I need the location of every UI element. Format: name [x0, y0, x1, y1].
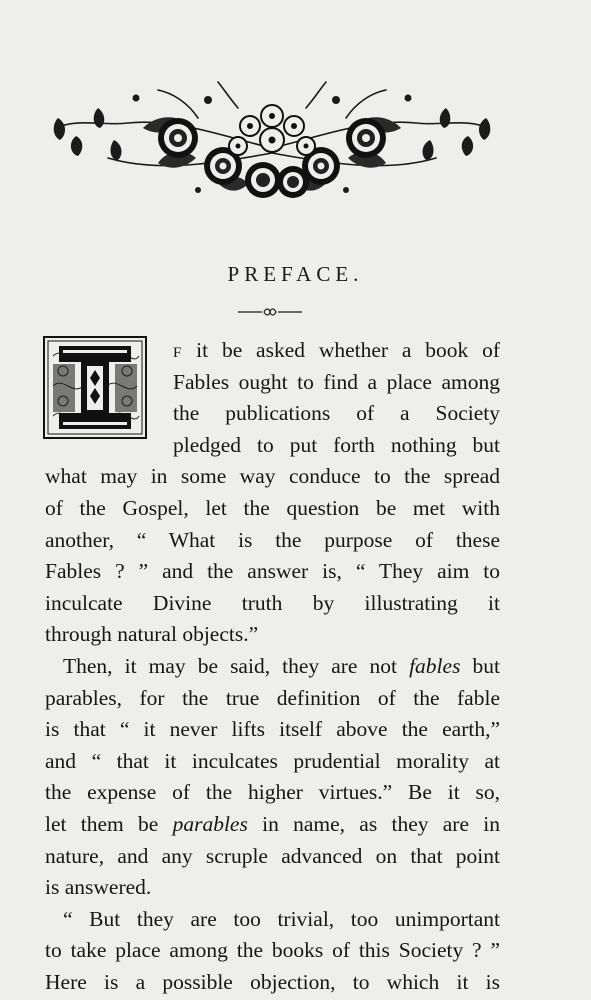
floral-headpiece-ornament: [48, 78, 496, 213]
text-segment: in name, as they are in: [247, 811, 500, 836]
text-segment: it be asked whether a book of: [182, 338, 500, 362]
text-segment: Here is a possible objection, to which it is: [45, 969, 500, 994]
text-segment: F: [173, 345, 183, 361]
text-line: [45, 525, 500, 557]
text-segment: another, “ What is the purpose of these: [45, 527, 500, 552]
text-segment: through natural objects.”: [45, 622, 259, 647]
text-line: [45, 461, 500, 493]
text-segment: but: [460, 653, 500, 678]
text-segment: let them be: [45, 811, 173, 836]
text-line: [45, 872, 500, 904]
text-segment: Then, it may be said, they are not: [63, 653, 410, 678]
text-line: [45, 683, 500, 715]
text-segment: inculcate Divine truth by illustrating it: [45, 590, 500, 615]
text-segment: the publications of a Society: [173, 401, 500, 426]
text-segment: Fables ought to find a place among: [173, 369, 500, 394]
text-line: [45, 588, 500, 620]
text-segment: of the Gospel, let the question be met with: [45, 495, 500, 520]
text-line: [173, 430, 500, 462]
text-segment: is answered.: [45, 875, 152, 900]
text-segment: to take place among the books of this Society ? ”: [45, 938, 500, 963]
italic-word: fables: [409, 653, 461, 678]
text-segment: pledged to put forth nothing but: [173, 432, 500, 457]
text-segment: Fables ? ” and the answer is, “ They aim to: [45, 559, 500, 584]
preface-body-text: [45, 335, 500, 998]
text-line: [173, 398, 500, 430]
text-line: [45, 777, 500, 809]
text-line: [45, 967, 500, 999]
text-line: [45, 841, 500, 873]
title-ornament-rule: [238, 306, 302, 318]
text-line: [45, 714, 500, 746]
text-line: [173, 367, 500, 399]
text-line: [45, 651, 500, 683]
page-title: PREFACE.: [227, 262, 364, 286]
text-segment: and “ that it inculcates prudential morality at: [45, 748, 500, 773]
text-line: [45, 746, 500, 778]
text-segment: what may in some way conduce to the spread: [45, 464, 500, 489]
text-line: [45, 809, 500, 841]
text-line: [45, 556, 500, 588]
italic-word: parables: [172, 811, 248, 836]
text-segment: is that “ it never lifts itself above the earth,”: [45, 717, 500, 742]
text-line: [45, 935, 500, 967]
text-line: [45, 904, 500, 936]
text-line: [173, 335, 500, 367]
text-segment: “ But they are too trivial, too unimportant: [63, 906, 500, 931]
text-line: [45, 493, 500, 525]
text-segment: parables, for the true definition of the fable: [45, 685, 500, 710]
text-line: [45, 619, 500, 651]
text-segment: nature, and any scruple advanced on that point: [45, 843, 500, 868]
text-segment: the expense of the higher virtues.” Be it so,: [45, 780, 500, 805]
